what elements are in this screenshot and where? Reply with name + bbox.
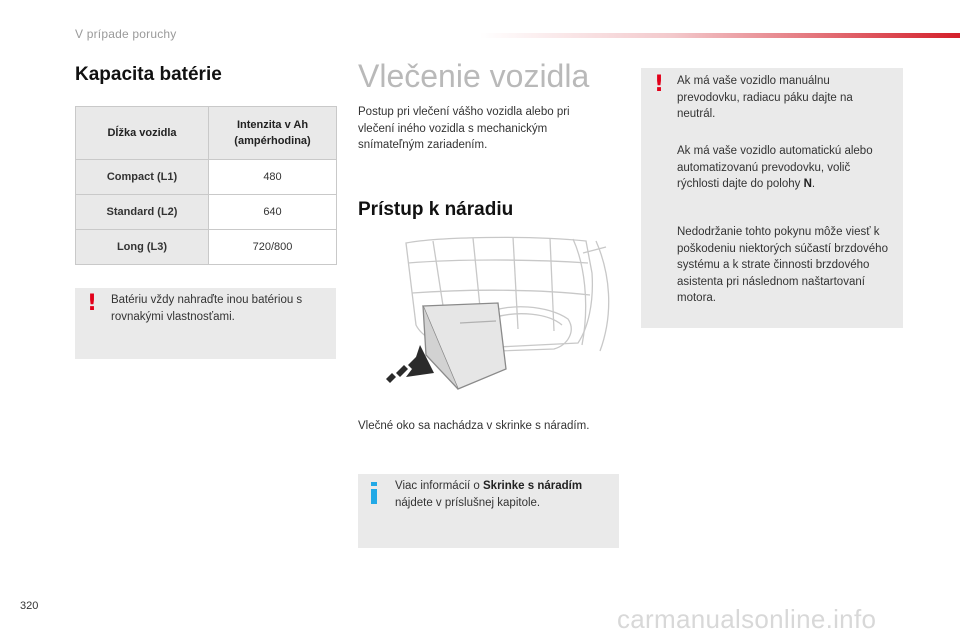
warning-auto-text: Ak má vaše vozidlo automatickú alebo automatizovanú prevodovku, volič rýchlosti dajte do polohy: [677, 145, 873, 190]
section-header: V prípade poruchy: [75, 27, 177, 41]
battery-warning-box: [75, 288, 336, 359]
column-header-capacity: Intenzita v Ah (ampérhodina): [209, 107, 337, 160]
info-suffix: nájdete v príslušnej kapitole.: [395, 496, 541, 509]
towing-title: Vlečenie vozidla: [358, 58, 590, 94]
info-note-text: [395, 478, 610, 511]
watermark: carmanualsonline.info: [617, 604, 877, 634]
cell-length: Standard (L2): [76, 195, 209, 230]
battery-warning-text: Batériu vždy nahraďte inou batériou s rovnakými vlastnosťami.: [111, 294, 303, 323]
info-bold-link: Skrinke s náradím: [483, 480, 583, 492]
battery-title: Kapacita batérie: [75, 64, 222, 85]
table-row: [76, 230, 337, 265]
warning-auto-suffix: .: [811, 178, 816, 190]
table-row: [76, 160, 337, 195]
cell-capacity: 640: [209, 195, 337, 230]
column-header-length: Dĺžka vozidla: [76, 107, 209, 160]
cell-length: Long (L3): [76, 230, 209, 265]
cell-capacity: 720/800: [209, 230, 337, 265]
header-divider: [480, 33, 960, 38]
info-note-box: [358, 474, 619, 548]
table-row: [76, 195, 337, 230]
info-prefix: Viac informácií o: [395, 480, 480, 492]
warning-icon: !: [87, 291, 98, 316]
warning-icon: !: [654, 72, 665, 97]
tow-eye-caption: Vlečné oko sa nachádza v skrinke s náradím.: [358, 420, 590, 432]
warning-paragraph-automatic: [677, 143, 892, 193]
warning-paragraph-manual: Ak má vaše vozidlo manuálnu prevodovku, radiacu páku dajte na neutrál.: [677, 75, 853, 120]
cell-length: Compact (L1): [76, 160, 209, 195]
table-header-row: [76, 107, 337, 160]
warning-paragraph-consequence: Nedodržanie tohto pokynu môže viesť k poškodeniu niektorých súčastí brzdového systému a k strate činnosti brzdového asistenta pri následnom naštartovaní motora.: [677, 226, 888, 304]
battery-capacity-table: [75, 106, 337, 265]
tools-access-title: Prístup k náradiu: [358, 199, 514, 220]
gear-position-n: N: [803, 178, 812, 190]
towing-intro: Postup pri vlečení vášho vozidla alebo pri vlečení iného vozidla s mechanickým snímateľným zariadením.: [358, 106, 570, 151]
info-icon: [369, 482, 379, 504]
gearbox-warning-box: [641, 68, 903, 328]
page-number: 320: [20, 600, 39, 612]
cell-capacity: 480: [209, 160, 337, 195]
seat-toolbox-illustration: [378, 233, 623, 393]
